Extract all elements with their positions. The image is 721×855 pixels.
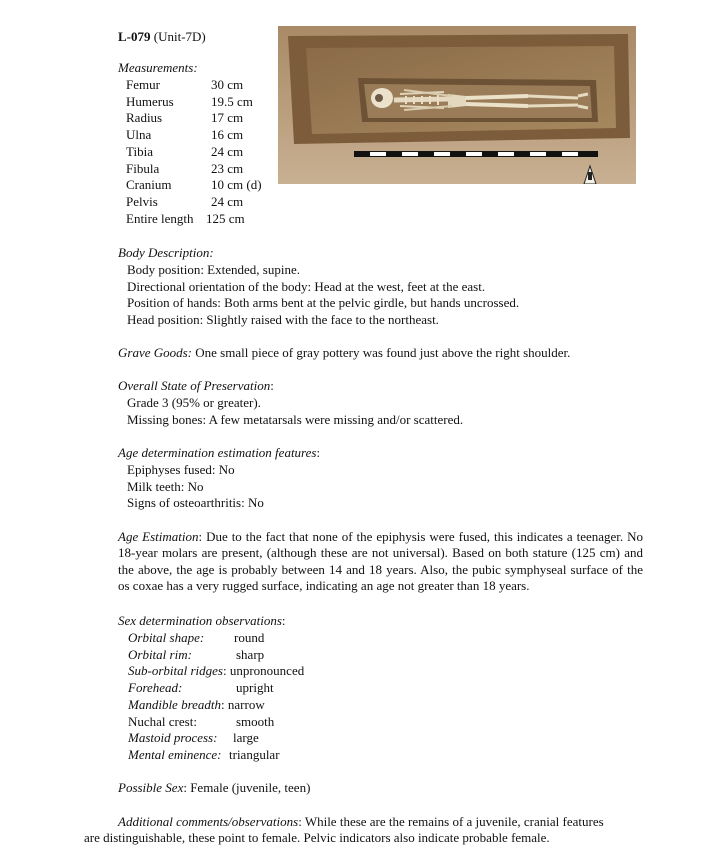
preservation-item: Grade 3 (95% or greater). (127, 395, 261, 410)
age-features-heading (118, 445, 320, 461)
sex-observation-row (128, 647, 192, 663)
measurement-label: Entire length (126, 210, 194, 226)
record-id: L-079 (118, 29, 151, 44)
sex-observation-row (128, 697, 265, 713)
age-estimation-title: Age Estimation (118, 529, 199, 544)
measurement-label: Tibia (126, 143, 153, 159)
body-description-item: Directional orientation of the body: Head at the west, feet at the east. (127, 278, 486, 294)
grave-goods-text: One small piece of gray pottery was found just above the right shoulder. (195, 345, 571, 360)
preservation-heading (118, 378, 274, 394)
additional-comments-line-1 (118, 814, 604, 830)
record-header (118, 29, 206, 45)
additional-comments-line-2: are distinguishable, these point to female. Pelvic indicators also indicate probable female. (84, 830, 550, 845)
burial-photo-image (278, 26, 636, 184)
measurement-label: Cranium (126, 177, 172, 193)
measurement-label: Pelvis (126, 193, 158, 209)
sex-observations-heading (118, 613, 286, 629)
age-features-colon: : (316, 445, 321, 460)
body-description-item: Position of hands: Both arms bent at the pelvic girdle, but hands uncrossed. (127, 295, 520, 311)
possible-sex-text: : Female (juvenile, teen) (183, 780, 311, 795)
sex-observation-row (128, 747, 221, 763)
measurement-value: 30 cm (211, 77, 244, 92)
measurements-title: Measurements: (118, 60, 198, 75)
measurement-label: Humerus (126, 93, 174, 109)
age-estimation-paragraph (118, 529, 643, 594)
sex-observation-label: Mental eminence: (128, 746, 222, 762)
sex-observation-value: sharp (236, 646, 265, 662)
sex-observation-row (128, 730, 217, 746)
grave-goods (118, 345, 570, 361)
age-feature-item: Milk teeth: No (127, 478, 204, 494)
age-estimation-text: : Due to the fact that none of the epiphysis were fused, this indicates a teenager. No 18-year molars are present, (although these are not universal). Based on both stature (125 cm) and the above, the age is probably between 14 and 18 years. Also, the pubic symphyseal surface of the os coxae has a very rugged surface, indicating an age not greater than 18 years. (118, 529, 644, 593)
record-unit: (Unit-7D) (153, 29, 206, 44)
preservation-colon: : (270, 378, 274, 393)
sex-observation-row (128, 714, 197, 730)
body-description-item: Body position: Extended, supine. (127, 262, 300, 277)
measurement-value: 10 cm (d) (211, 177, 262, 193)
sex-observation-row (128, 663, 304, 679)
sex-observation-label: Mandible breadth (128, 696, 222, 712)
age-feature-item: Signs of osteoarthritis: No (127, 495, 264, 511)
possible-sex-title: Possible Sex (118, 780, 184, 795)
measurement-value: 17 cm (211, 110, 244, 126)
grave-goods-title: Grave Goods: (118, 345, 193, 360)
sex-observation-value: large (233, 730, 259, 746)
sex-observation-label: Mastoid process: (128, 730, 218, 746)
possible-sex (118, 780, 310, 796)
sex-observation-value: round (234, 630, 265, 645)
measurement-value: 24 cm (211, 143, 244, 159)
sex-observation-label: Forehead: (128, 680, 183, 696)
measurement-value: 16 cm (211, 127, 244, 143)
sex-observation-row (128, 630, 204, 646)
measurement-value: 125 cm (206, 210, 245, 226)
measurement-value: 19.5 cm (211, 93, 253, 109)
additional-comments-title: Additional comments/observations (118, 814, 299, 829)
sex-observation-value: smooth (236, 713, 275, 729)
measurement-label: Femur (126, 77, 160, 92)
body-description-title: Body Description: (118, 245, 214, 260)
sex-observations-title: Sex determination observations (118, 613, 282, 628)
preservation-item: Missing bones: A few metatarsals were missing and/or scattered. (127, 411, 464, 427)
sex-observation-row (128, 680, 182, 696)
measurement-value: 24 cm (211, 193, 244, 209)
sex-observation-value: : unpronounced (222, 663, 305, 679)
age-feature-item: Epiphyses fused: No (127, 462, 235, 477)
measurement-label: Radius (126, 110, 163, 126)
sex-observation-label: Orbital shape: (128, 630, 205, 645)
sex-observation-value: : narrow (221, 696, 265, 712)
sex-observation-value: upright (236, 680, 274, 696)
preservation-title: Overall State of Preservation (118, 378, 271, 393)
sex-observations-colon: : (281, 613, 286, 628)
measurement-label: Fibula (126, 160, 160, 176)
measurement-label: Ulna (126, 127, 152, 143)
burial-photo (278, 26, 636, 184)
sex-observation-label: Sub-orbital ridges (128, 663, 223, 679)
age-features-title: Age determination estimation features (118, 445, 317, 460)
measurement-value: 23 cm (211, 160, 244, 176)
additional-comments-text-1: : While these are the remains of a juvenile, cranial features (298, 814, 604, 829)
sex-observation-label: Orbital rim: (128, 646, 192, 662)
body-description-item: Head position: Slightly raised with the face to the northeast. (127, 312, 439, 328)
sex-observation-value: triangular (229, 746, 280, 762)
sex-observation-label: Nuchal crest: (128, 713, 197, 729)
